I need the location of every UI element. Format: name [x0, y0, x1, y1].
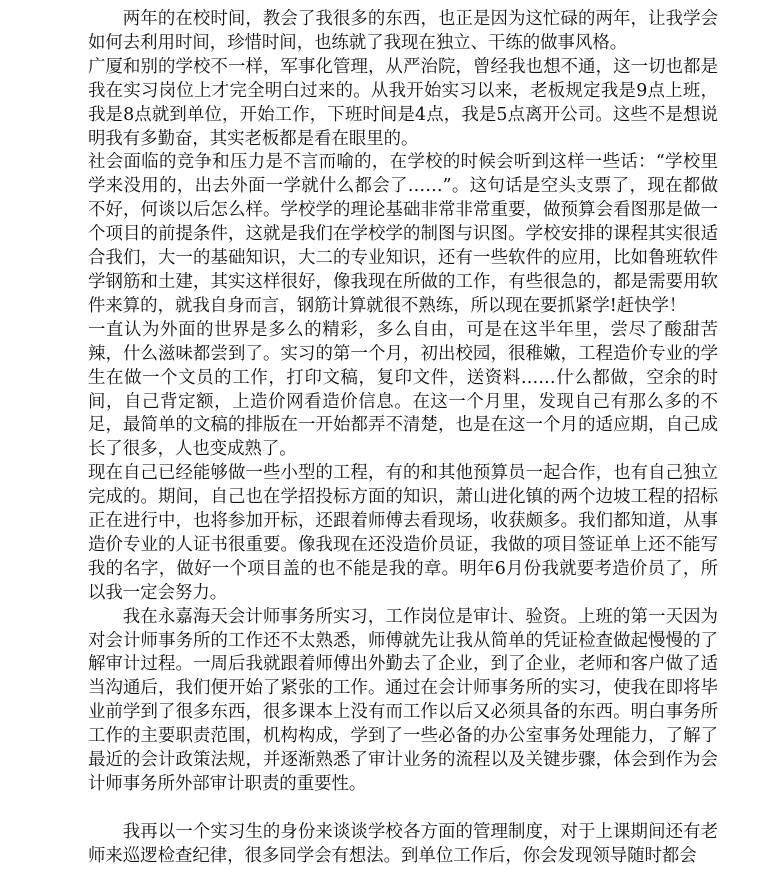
paragraph-6: 我在永嘉海天会计师事务所实习，工作岗位是审计、验资。上班的第一天因为对会计师事务所的工作还不太熟悉，师傅就先让我从简单的凭证检查做起慢慢的了解审计过程。一周后我就跟着师傅出外勤去了企业，到了企业，老师和客户做了适当沟通后，我们便开始了紧张的工作。通过在会计师事务所的实习，使我在即将毕业前学到了很多东西，很多课本上没有而工作以后又必须具备的东西。明白事务所工作的主要职责范围，机构构成，学到了一些必备的办公室事务处理能力，了解了最近的会计政策法规，并逐渐熟悉了审计业务的流程以及关键步骤，体会到作为会计师事务所外部审计职责的重要性。 [88, 606, 718, 794]
paragraph-1: 两年的在校时间，教会了我很多的东西，也正是因为这忙碌的两年，让我学会如何去利用时间，珍惜时间，也练就了我现在独立、干练的做事风格。 [88, 9, 718, 53]
paragraph-2: 广厦和别的学校不一样，军事化管理，从严治院，曾经我也想不通，这一切也都是我在实习岗位上才完全明白过来的。从我开始实习以来，老板规定我是9点上班，我是8点就到单位，开始工作，下班时间是4点，我是5点离开公司。这些不是想说明我有多勤奋，其实老板都是看在眼里的。 [88, 56, 718, 149]
paragraph-7: 我再以一个实习生的身份来谈谈学校各方面的管理制度，对于上课期间还有老师来巡逻检查纪律，很多同学会有想法。到单位工作后，你会发现领导随时都会 [88, 821, 718, 866]
paragraph-gap [88, 797, 718, 821]
document-page [88, 8, 718, 869]
paragraph-4: 一直认为外面的世界是多么的精彩，多么自由，可是在这半年里，尝尽了酸甜苦辣，什么滋味都尝到了。实习的第一个月，初出校园，很稚嫩，工程造价专业的学生在做一个文员的工作，打印文稿，复印文件，送资料……什么都做，空余的时间，自己背定额，上造价网看造价信息。在这一个月里，发现自己有那么多的不足，最简单的文稿的排版在一开始都弄不清楚，也是在这一个月的适应期，自己成长了很多，人也变成熟了。 [88, 319, 718, 460]
paragraph-5: 现在自己已经能够做一些小型的工程，有的和其他预算员一起合作，也有自己独立完成的。期间，自己也在学招投标方面的知识，萧山进化镇的两个边坡工程的招标正在进行中，也将参加开标，还跟着师傅去看现场，收获颇多。我们都知道，从事造价专业的人证书很重要。像我现在还没造价员证，我做的项目签证单上还不能写我的名字，做好一个项目盖的也不能是我的章。明年6月份我就要考造价员了，所以我一定会努力。 [88, 463, 718, 603]
paragraph-3: 社会面临的竞争和压力是不言而喻的，在学校的时候会听到这样一些话：“学校里学来没用的，出去外面一学就什么都会了……”。这句话是空头支票了，现在都做不好，何谈以后怎么样。学校学的理论基础非常非常重要，做预算会看图那是做一个项目的前提条件，这就是我们在学校学的制图与识图。学校安排的课程其实很适合我们，大一的基础知识，大二的专业知识，还有一些软件的应用，比如鲁班软件学钢筋和土建，其实这样很好，像我现在所做的工作，有些很急的，都是需要用软件来算的，就我自身而言，钢筋计算就很不熟练，所以现在要抓紧学!赶快学！ [88, 152, 718, 316]
